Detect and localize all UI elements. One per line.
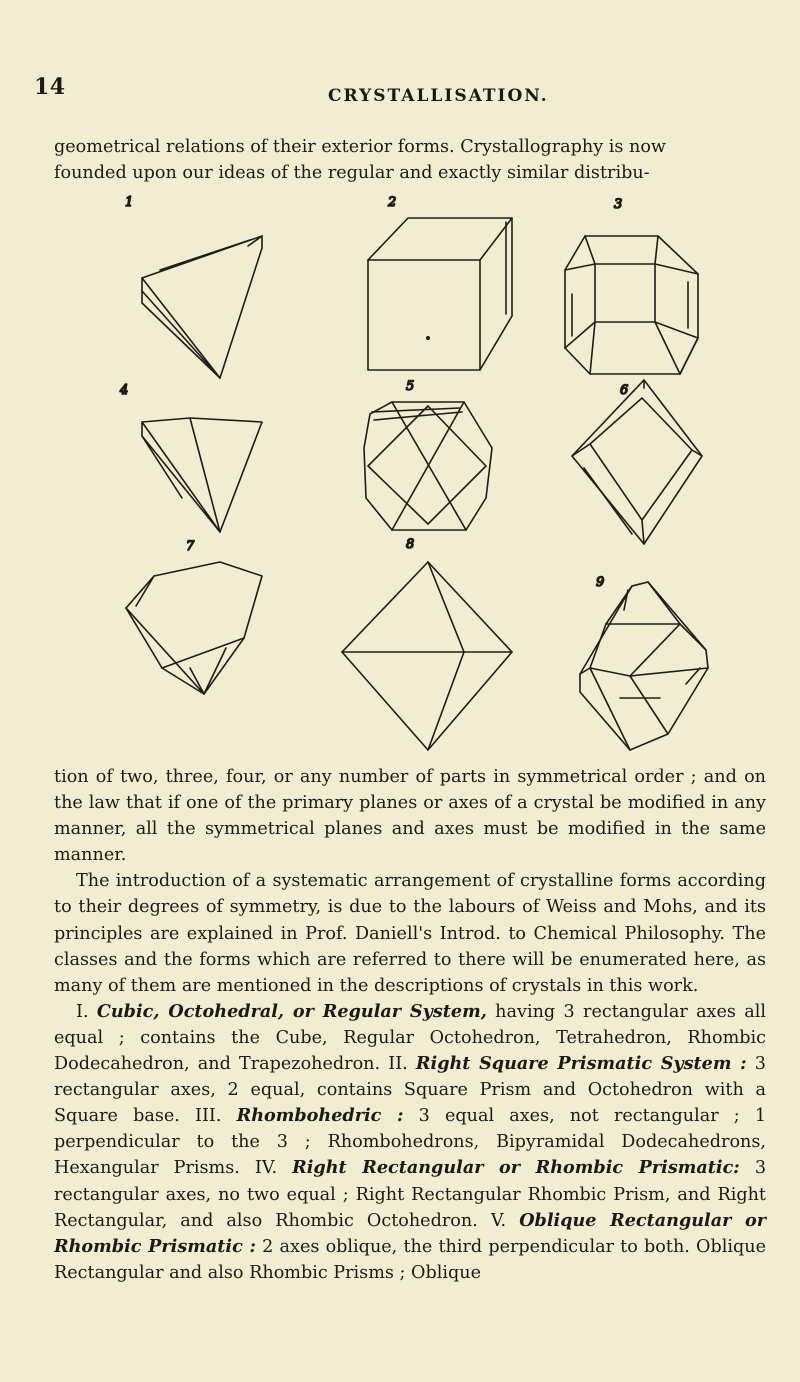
figure-label-3: 3	[614, 197, 623, 212]
class-3-text: 3 equal axes, not rectangular ; 1 perpendicular to the 3 ; Rhombohedrons, Bipyramidal Dodecahedrons, Hexangular Prisms.	[54, 1106, 767, 1179]
body-text	[54, 764, 766, 1286]
crystal-figures-plate	[120, 195, 720, 758]
figure-label-4: 4	[120, 383, 129, 398]
crystal-figure-5	[364, 379, 492, 530]
intro-text	[54, 134, 766, 186]
running-title: CRYSTALLISATION.	[328, 86, 549, 106]
crystal-figure-8	[342, 537, 512, 750]
figure-label-6: 6	[620, 383, 629, 398]
crystal-figure-6	[572, 380, 702, 544]
intro-line-1: geometrical relations of their exterior forms. Crystallography is now	[54, 137, 666, 157]
figure-label-7: 7	[186, 539, 195, 554]
class-4-text: 3 rectangular axes, no two equal ; Right Rectangular Rhombic Prism, and Right Rectangular, and also Rhombic Octohedron.	[54, 1158, 767, 1231]
class-2-name: Right Square Prismatic System :	[415, 1053, 747, 1075]
class-2-text: 3 rectangular axes, 2 equal, contains Square Prism and Octohedron with a Square base.	[54, 1054, 766, 1127]
class-4-number: IV.	[254, 1158, 278, 1179]
class-5-number: V.	[490, 1210, 507, 1231]
paragraph-3-classification	[54, 999, 766, 1286]
class-1-text: having 3 rectangular axes all equal ; contains the Cube, Regular Octohedron, Tetrahedron, Rhombic Dodecahedron, and Trapezohedron.	[54, 1001, 767, 1075]
crystal-figure-9	[580, 575, 708, 750]
page-number: 14	[34, 74, 66, 100]
crystal-figure-2	[368, 195, 512, 370]
crystal-figure-4	[119, 383, 262, 532]
intro-line-2: founded upon our ideas of the regular and exactly similar distribu-	[54, 163, 650, 184]
figure-label-2: 2	[388, 195, 397, 210]
crystal-figures-svg	[120, 195, 720, 758]
class-1-name: Cubic, Octohedral, or Regular System,	[96, 1000, 487, 1022]
class-5-text: 2 axes oblique, the third perpendicular to both. Oblique Rectangular and also Rhombic Prisms ; Oblique	[54, 1236, 766, 1283]
class-4-name: Right Rectangular or Rhombic Prismatic:	[292, 1157, 740, 1179]
class-5-name: Oblique Rectangular or Rhombic Prismatic :	[54, 1209, 767, 1257]
paragraph-2: The introduction of a systematic arrangement of crystalline forms according to their degrees of symmetry, is due to the labours of Weiss and Mohs, and its principles are explained in Prof. Daniell's Introd. to Chemical Philosophy. The classes and the forms which are referred to there will be enumerated here, as many of them are mentioned in the descriptions of crystals in this work.	[54, 871, 766, 996]
class-3-name: Rhombohedric :	[236, 1105, 404, 1127]
crystal-figure-1	[125, 195, 262, 378]
class-1-number: I.	[76, 1001, 89, 1022]
crystal-figure-3	[565, 197, 698, 374]
figure-label-8: 8	[406, 537, 415, 552]
figure-label-9: 9	[596, 575, 605, 590]
paragraph-1: tion of two, three, four, or any number of parts in symmetrical order ; and on the law that if one of the primary planes or axes of a crystal be modified in any manner, all the symmetrical planes and axes must be modified in the same manner.	[54, 767, 766, 866]
class-3-number: III.	[195, 1106, 222, 1127]
class-2-number: II.	[388, 1054, 408, 1075]
crystal-figure-7	[126, 539, 262, 694]
figure-label-1: 1	[125, 195, 134, 210]
figure-label-5: 5	[406, 379, 415, 394]
